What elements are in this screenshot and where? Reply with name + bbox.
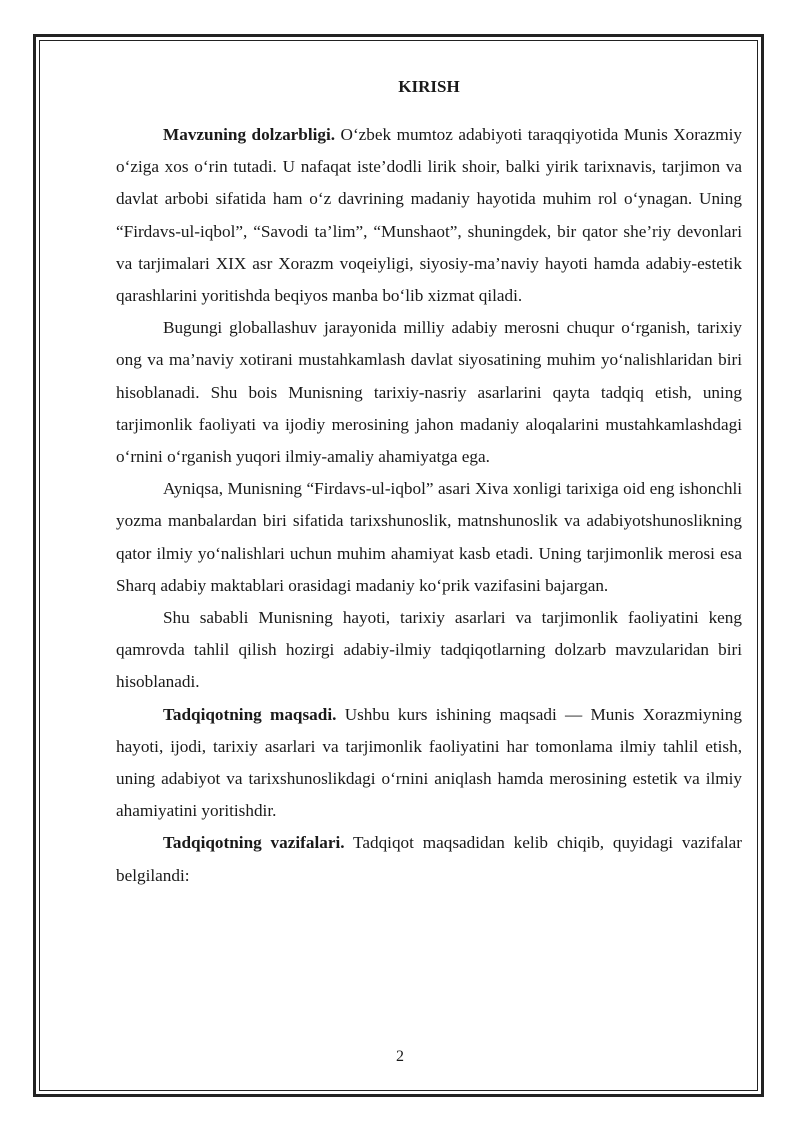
paragraph-firdavs [116,473,742,602]
paragraph-conclusion [116,602,742,699]
page-title: KIRISH [398,77,460,96]
paragraph-goal [116,699,742,828]
paragraph-text: O‘zbek mumtoz adabiyoti taraqqiyotida Munis Xorazmiy o‘ziga xos o‘rin tutadi. U nafaqat iste’dodli lirik shoir, balki yirik tarixnavis, tarjimon va davlat arbobi sifatida ham o‘z davrining madaniy hayotida muhim rol o‘ynagan. Uning “Firdavs-ul-iqbol”, “Savodi ta’lim”, “Munshaot”, shuningdek, bir qator she’riy devonlari va tarjimalari XIX asr Xorazm voqeiyligi, siyosiy-ma’naviy hayoti hamda adabiy-estetik qarashlarini yoritishda beqiyos manba bo‘lib xizmat qiladi. [116,125,742,306]
paragraph-lead: Tadqiqotning vazifalari. [163,833,345,853]
page-content [116,75,742,892]
paragraph-lead: Mavzuning dolzarbligi. [163,125,336,144]
paragraph-text: Bugungi globallashuv jarayonida milliy adabiy merosni chuqur o‘rganish, tarixiy ong va ma’naviy xotirani mustahkamlash davlat siyosatining muhim yo‘nalishlaridan biri hisoblanadi. Shu bois Munisning tarixiy-nasriy asarlarini qayta tadqiq etish, uning tarjimonlik faoliyati va ijodiy merosining jahon madaniy aloqalarini mustahkamlashdagi o‘rnini o‘rganish yuqori ilmiy-amaliy ahamiyatga ega. [116,318,742,467]
page-number: 2 [396,1048,404,1065]
paragraph-text: Shu sababli Munisning hayoti, tarixiy asarlari va tarjimonlik faoliyatini keng qamrovda tahlil qilish hozirgi adabiy-ilmiy tadqiqotlarning dolzarb mavzularidan biri hisoblanadi. [116,608,742,692]
paragraph-text: Ushbu kurs ishining maqsadi — Munis Xorazmiyning hayoti, ijodi, tarixiy asarlari va tarjimonlik faoliyatini har tomonlama ilmiy tahlil etish, uning adabiyot va tarixshunoslikdagi o‘rnini aniqlash hamda merosining estetik va ilmiy ahamiyatini yoritishdir. [116,704,742,821]
paragraph-relevance [116,119,742,312]
paragraph-text: Tadqiqot maqsadidan kelib chiqib, quyidagi vazifalar belgilandi: [116,833,743,885]
paragraph-tasks [116,827,742,891]
paragraph-lead: Tadqiqotning maqsadi. [163,704,337,724]
paragraph-globalization [116,312,742,473]
paragraph-text: Ayniqsa, Munisning “Firdavs-ul-iqbol” asari Xiva xonligi tarixiga oid eng ishonchli yozma manbalardan biri sifatida tarixshunoslik, matnshunoslik va adabiyotshunoslikning qator ilmiy yo‘nalishlari uchun muhim ahamiyat kasb etadi. Uning tarjimonlik merosi esa Sharq adabiy maktablari orasidagi madaniy ko‘prik vazifasini bajargan. [116,479,742,595]
